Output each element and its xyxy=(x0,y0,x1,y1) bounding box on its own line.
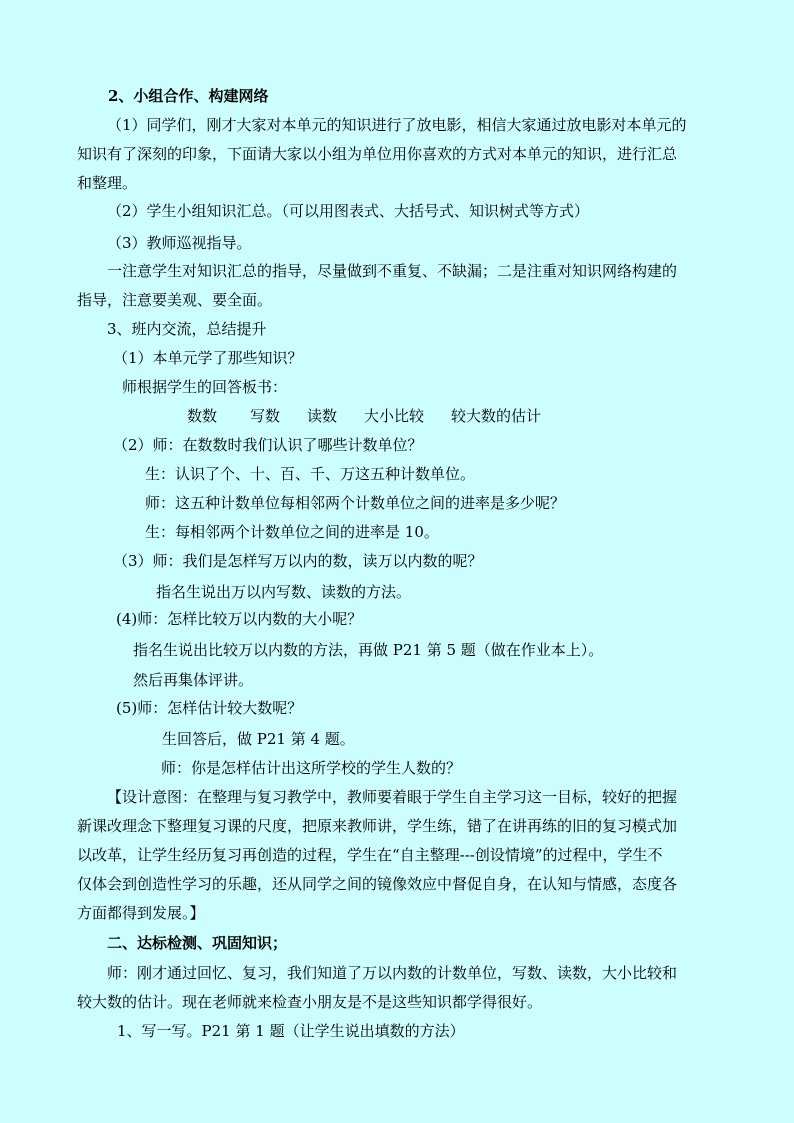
design-intent-line-4: 仅体会到创造性学习的乐趣，还从同学之间的镜像效应中督促自身，在认知与情感，态度各 xyxy=(77,875,678,893)
question-3: （3）师：我们是怎样写万以内的数，读万以内数的呢？ xyxy=(113,552,483,570)
board-term-2: 写数 xyxy=(250,407,281,425)
exercise-1: 1、写一写。P21 第 1 题（让学生说出填数的方法） xyxy=(117,1022,465,1040)
question-1-note: 师根据学生的回答板书： xyxy=(122,378,288,396)
heading-class-exchange: 3、班内交流，总结提升 xyxy=(107,320,267,338)
paragraph-1-line-3: 和整理。 xyxy=(77,174,138,192)
question-2-answer-1: 生：认识了个、十、百、千、万这五种计数单位。 xyxy=(145,465,476,483)
board-term-4: 大小比较 xyxy=(364,407,425,425)
question-2-teacher-2: 师：这五种计数单位每相邻两个计数单位之间的进率是多少呢？ xyxy=(145,494,566,512)
board-term-3: 读数 xyxy=(307,407,338,425)
design-intent-line-1: 【设计意图：在整理与复习教学中，教师要着眼于学生自主学习这一目标，较好的把握 xyxy=(107,788,678,806)
section-2-line-1: 师：刚才通过回忆、复习，我们知道了万以内数的计数单位，写数、读数，大小比较和 xyxy=(107,964,678,982)
paragraph-1-line-2: 知识有了深刻的印象，下面请大家以小组为单位用你喜欢的方式对本单元的知识，进行汇总 xyxy=(77,145,678,163)
design-intent-line-5: 方面都得到发展。】 xyxy=(77,904,205,922)
paragraph-4-line-1: 一注意学生对知识汇总的指导，尽量做到不重复、不缺漏；二是注重对知识网络构建的 xyxy=(107,262,678,280)
question-4: (4)师：怎样比较万以内数的大小呢？ xyxy=(116,610,363,628)
paragraph-4-line-2: 指导，注意要美观、要全面。 xyxy=(77,291,273,309)
question-2-answer-2: 生：每相邻两个计数单位之间的进率是 10。 xyxy=(145,523,439,541)
question-5-note: 生回答后，做 P21 第 4 题。 xyxy=(162,730,355,748)
question-3-note: 指名生说出万以内写数、读数的方法。 xyxy=(156,583,412,601)
design-intent-line-3: 以改革，让学生经历复习再创造的过程，学生在“自主整理---创设情境”的过程中，学生不 xyxy=(77,846,663,864)
question-5: (5)师：怎样估计较大数呢？ xyxy=(116,699,303,717)
section-2-line-2: 较大数的估计。现在老师就来检查小朋友是不是这些知识都学得很好。 xyxy=(77,993,543,1011)
paragraph-3: （3）教师巡视指导。 xyxy=(107,234,252,252)
paragraph-2: （2）学生小组知识汇总。（可以用图表式、大括号式、知识树式等方式） xyxy=(107,202,590,220)
question-1: （1）本单元学了那些知识？ xyxy=(113,349,303,367)
heading-group-work: 2、小组合作、构建网络 xyxy=(108,87,269,105)
question-5-teacher: 师：你是怎样估计出这所学校的学生人数的？ xyxy=(161,759,462,777)
paragraph-1-line-1: （1）同学们，刚才大家对本单元的知识进行了放电影，相信大家通过放电影对本单元的 xyxy=(107,116,687,134)
design-intent-line-2: 新课改理念下整理复习课的尺度，把原来教师讲，学生练，错了在讲再练的旧的复习模式加 xyxy=(77,817,678,835)
heading-section-2: 二、达标检测、巩固知识； xyxy=(107,934,288,952)
question-4-note: 指名生说出比较万以内数的方法，再做 P21 第 5 题（做在作业本上）。 xyxy=(133,641,604,659)
question-2: （2）师：在数数时我们认识了哪些计数单位？ xyxy=(113,436,423,454)
board-term-1: 数数 xyxy=(187,407,218,425)
question-4-note-2: 然后再集体评讲。 xyxy=(133,671,254,689)
board-term-5: 较大数的估计 xyxy=(451,407,542,425)
